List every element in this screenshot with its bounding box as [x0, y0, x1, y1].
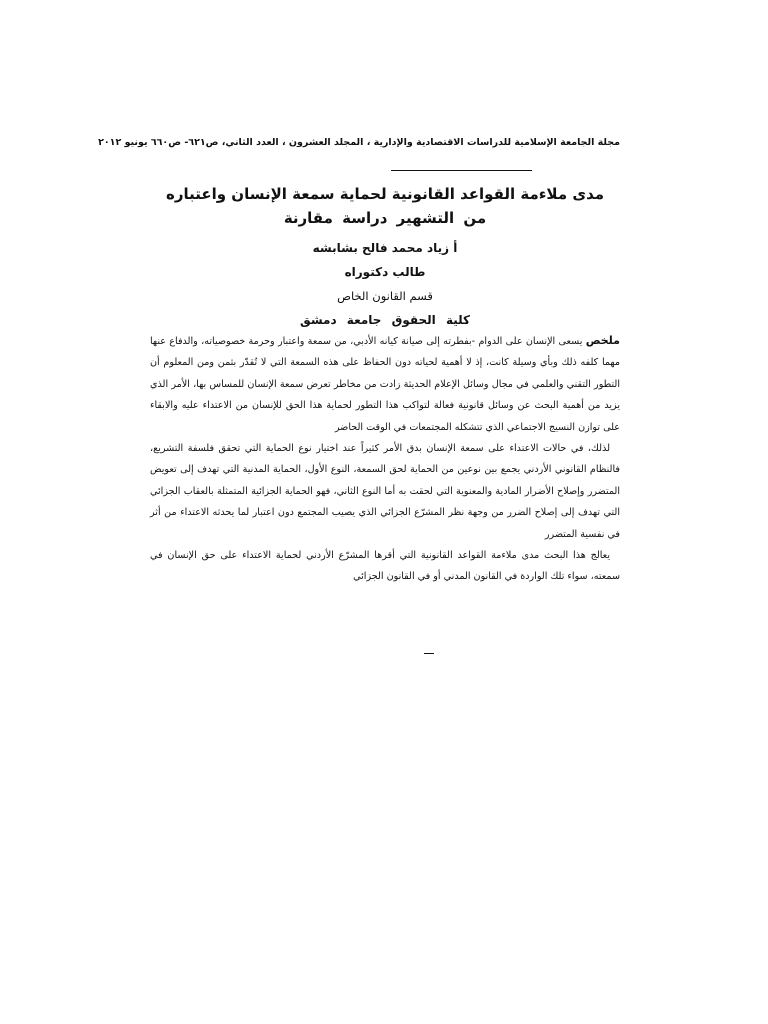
author-name: أ زياد محمد فالح بشابشه — [312, 241, 458, 255]
paper-title: مدى ملاءمة القواعد القانونية لحماية سمعة الإنسان واعتباره — [165, 185, 605, 203]
abstract-paragraph-2: لذلك، في حالات الاعتداء على سمعة الإنسان بدق الأمر كثيراً عند اختيار نوع الحماية التي تحقق فلسفة التشريع، فالنظام القانوني الأردني يجمع بين نوعين من الحماية لحق السمعة، النوع الأول، الحماية المدنية التي تهدف إلى تعويض المتضرر وإصلاح الأضرار المادية والمعنوية التي لحقت به أما النوع الثاني، فهو الحماية الجزائية المتمثلة بالعقاب الجزائي التي تهدف إلى إصلاح الضرر من وجهة نظر المشرّع الجزائي الذي يصيب المجتمع دون اعتبار لما يحدثه الاعتداء من أثر في نفسية المتضرر — [150, 443, 620, 540]
author-block — [150, 236, 620, 332]
abstract-paragraph-1 — [150, 330, 620, 438]
title-block — [150, 182, 620, 230]
paper-subtitle: من التشهير دراسة مقارنة — [283, 209, 487, 227]
abstract — [150, 330, 620, 588]
abstract-paragraph-3: يعالج هذا البحث مدى ملاءمة القواعد القانونية التي أقرها المشرّع الأردني لحماية الاعتداء على حق الإنسان في سمعته، سواء تلك الواردة في القانون المدني أو في القانون الجزائي — [150, 550, 620, 583]
header-divider — [391, 170, 532, 171]
author-role: طالب دكتوراه — [344, 265, 426, 279]
journal-citation-header: مجلة الجامعة الإسلامية للدراسات الاقتصادية والإدارية ، المجلد العشرون ، العدد الثاني، ص٦٢١- ص٦٦٠ يونيو ٢٠١٢ — [98, 137, 620, 148]
author-college: كلية الحقوق جامعة دمشق — [300, 313, 470, 327]
author-department: قسم القانون الخاص — [337, 289, 433, 303]
abstract-label: ملخص — [585, 334, 620, 347]
page-end-mark — [424, 653, 434, 654]
abstract-paragraph-1-text: يسعى الإنسان على الدوام -بفطرته إلى صيانة كيانه الأدبي، من سمعة واعتبار وحرمة خصوصياته، والدفاع عنها مهما كلفه ذلك وبأي وسيلة كانت، إذ لا أهمية لحياته دون الحفاظ على هذه السمعة التي لا تُقدّر بثمن ومن المعلوم أن التطور التقني والعلمي في مجال وسائل الإعلام الحديثة زادت من مخاطر تعرض سمعة الإنسان للمساس بها، الأمر الذي يزيد من أهمية البحث عن وسائل قانونية فعالة لتواكب هذا التطور لحماية هذا الحق للإنسان من الاعتداء عليه والابقاء على توازن النسيج الاجتماعي الذي تتشكله المجتمعات في الوقت الحاضر — [150, 336, 620, 433]
